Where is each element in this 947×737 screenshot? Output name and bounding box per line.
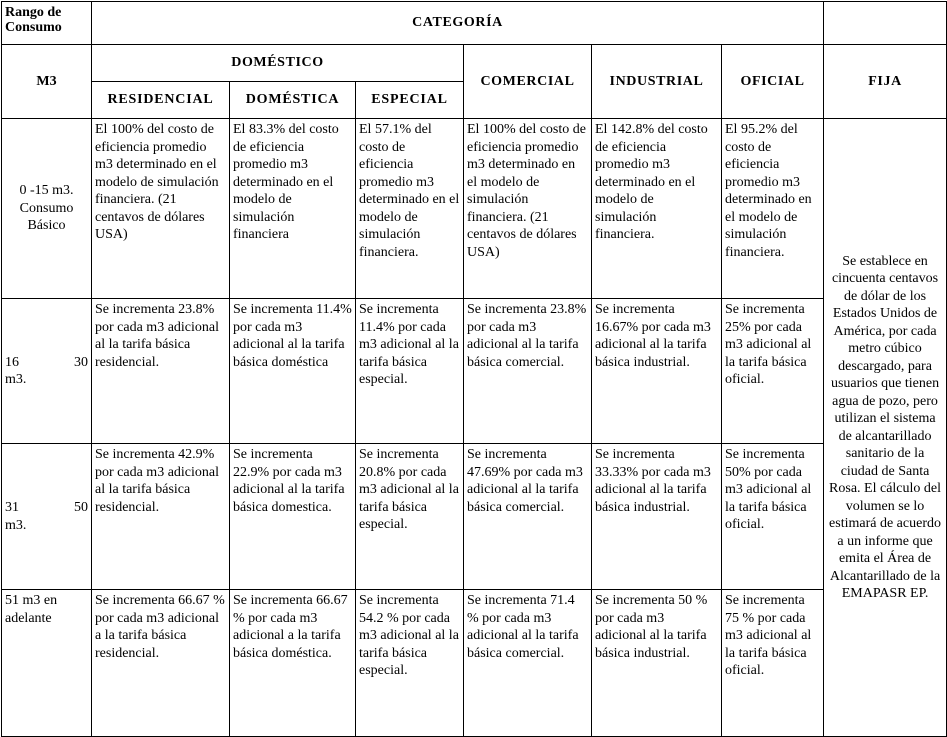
header-m3: M3 <box>2 45 92 119</box>
domestica-cell: Se incrementa 22.9% por cada m3 adicional al la tarifa básica domestica. <box>230 444 356 590</box>
industrial-cell: Se incrementa 33.33% por cada m3 adicional al la tarifa básica industrial. <box>592 444 722 590</box>
header-rango-consumo: Rango de Consumo <box>2 2 92 45</box>
domestica-cell: Se incrementa 11.4% por cada m3 adicional al la tarifa básica doméstica <box>230 299 356 444</box>
range-cell <box>2 444 92 590</box>
header-fija: FIJA <box>824 45 947 119</box>
range-line: 51 m3 en <box>5 593 58 608</box>
especial-cell: Se incrementa 11.4% por cada m3 adicional al la tarifa básica especial. <box>356 299 464 444</box>
header-categoria: CATEGORÍA <box>92 2 824 45</box>
header-oficial: OFICIAL <box>722 45 824 119</box>
range-line: 31 50 <box>5 500 88 515</box>
oficial-cell: Se incrementa 75 % por cada m3 adicional al la tarifa básica oficial. <box>722 590 824 737</box>
range-line: 16 30 <box>5 354 88 370</box>
especial-cell: Se incrementa 54.2 % por cada m3 adicional al la tarifa básica especial. <box>356 590 464 737</box>
header-domestico: DOMÉSTICO <box>92 45 464 82</box>
industrial-cell: Se incrementa 16.67% por cada m3 adicional al la tarifa básica industrial. <box>592 299 722 444</box>
comercial-cell: Se incrementa 71.4 % por cada m3 adicional al la tarifa básica comercial. <box>464 590 592 737</box>
residencial-cell: El 100% del costo de eficiencia promedio m3 determinado en el modelo de simulación financiera. (21 centavos de dólares USA) <box>92 119 230 299</box>
range-cell <box>2 299 92 444</box>
industrial-cell: El 142.8% del costo de eficiencia promedio m3 determinado en el modelo de simulación financiera. <box>592 119 722 299</box>
comercial-cell: Se incrementa 23.8% por cada m3 adicional al la tarifa básica comercial. <box>464 299 592 444</box>
range-line: Consumo <box>19 200 74 216</box>
oficial-cell: Se incrementa 50% por cada m3 adicional al la tarifa básica oficial. <box>722 444 824 590</box>
header-comercial: COMERCIAL <box>464 45 592 119</box>
range-line: adelante <box>5 610 52 626</box>
table-row <box>2 119 947 299</box>
header-blank-cell <box>824 2 947 45</box>
header-residencial: RESIDENCIAL <box>92 82 230 119</box>
residencial-cell: Se incrementa 42.9% por cada m3 adicional al la tarifa básica residencial. <box>92 444 230 590</box>
range-line: m3. <box>5 372 27 387</box>
residencial-cell: Se incrementa 66.67 % por cada m3 adicional a la tarifa básica residencial. <box>92 590 230 737</box>
table-row <box>2 444 947 590</box>
header-domestica: DOMÉSTICA <box>230 82 356 119</box>
oficial-cell: El 95.2% del costo de eficiencia promedio m3 determinado en el modelo de simulación financiera. <box>722 119 824 299</box>
table-row <box>2 590 947 737</box>
oficial-cell: Se incrementa 25% por cada m3 adicional al la tarifa básica oficial. <box>722 299 824 444</box>
header-especial: ESPECIAL <box>356 82 464 119</box>
comercial-cell: Se incrementa 47.69% por cada m3 adicional al la tarifa básica comercial. <box>464 444 592 590</box>
especial-cell: Se incrementa 20.8% por cada m3 adicional al la tarifa básica especial. <box>356 444 464 590</box>
domestica-cell: El 83.3% del costo de eficiencia promedio m3 determinado en el modelo de simulación financiera <box>230 119 356 299</box>
range-line: 0 -15 m3. <box>19 183 74 199</box>
range-line: m3. <box>5 517 27 533</box>
range-line: Básico <box>27 218 66 234</box>
residencial-cell: Se incrementa 23.8% por cada m3 adicional al la tarifa básica residencial. <box>92 299 230 444</box>
range-cell <box>2 119 92 299</box>
comercial-cell: El 100% del costo de eficiencia promedio m3 determinado en el modelo de simulación financiera. (21 centavos de dólares USA) <box>464 119 592 299</box>
range-cell <box>2 590 92 737</box>
industrial-cell: Se incrementa 50 % por cada m3 adicional al la tarifa básica industrial. <box>592 590 722 737</box>
tariff-table <box>1 1 947 737</box>
domestica-cell: Se incrementa 66.67 % por cada m3 adicional a la tarifa básica doméstica. <box>230 590 356 737</box>
table-row <box>2 299 947 444</box>
fija-cell: Se establece en cincuenta centavos de dólar de los Estados Unidos de América, por cada metro cúbico descargado, para usuarios que tienen agua de pozo, pero utilizan el sistema de alcantarillado sanitario de la ciudad de Santa Rosa. El cálculo del volumen se lo estimará de acuerdo a un informe que emita el Área de Alcantarillado de la EMAPASR EP. <box>824 119 947 737</box>
header-industrial: INDUSTRIAL <box>592 45 722 119</box>
especial-cell: El 57.1% del costo de eficiencia promedio m3 determinado en el modelo de simulación financiera. <box>356 119 464 299</box>
